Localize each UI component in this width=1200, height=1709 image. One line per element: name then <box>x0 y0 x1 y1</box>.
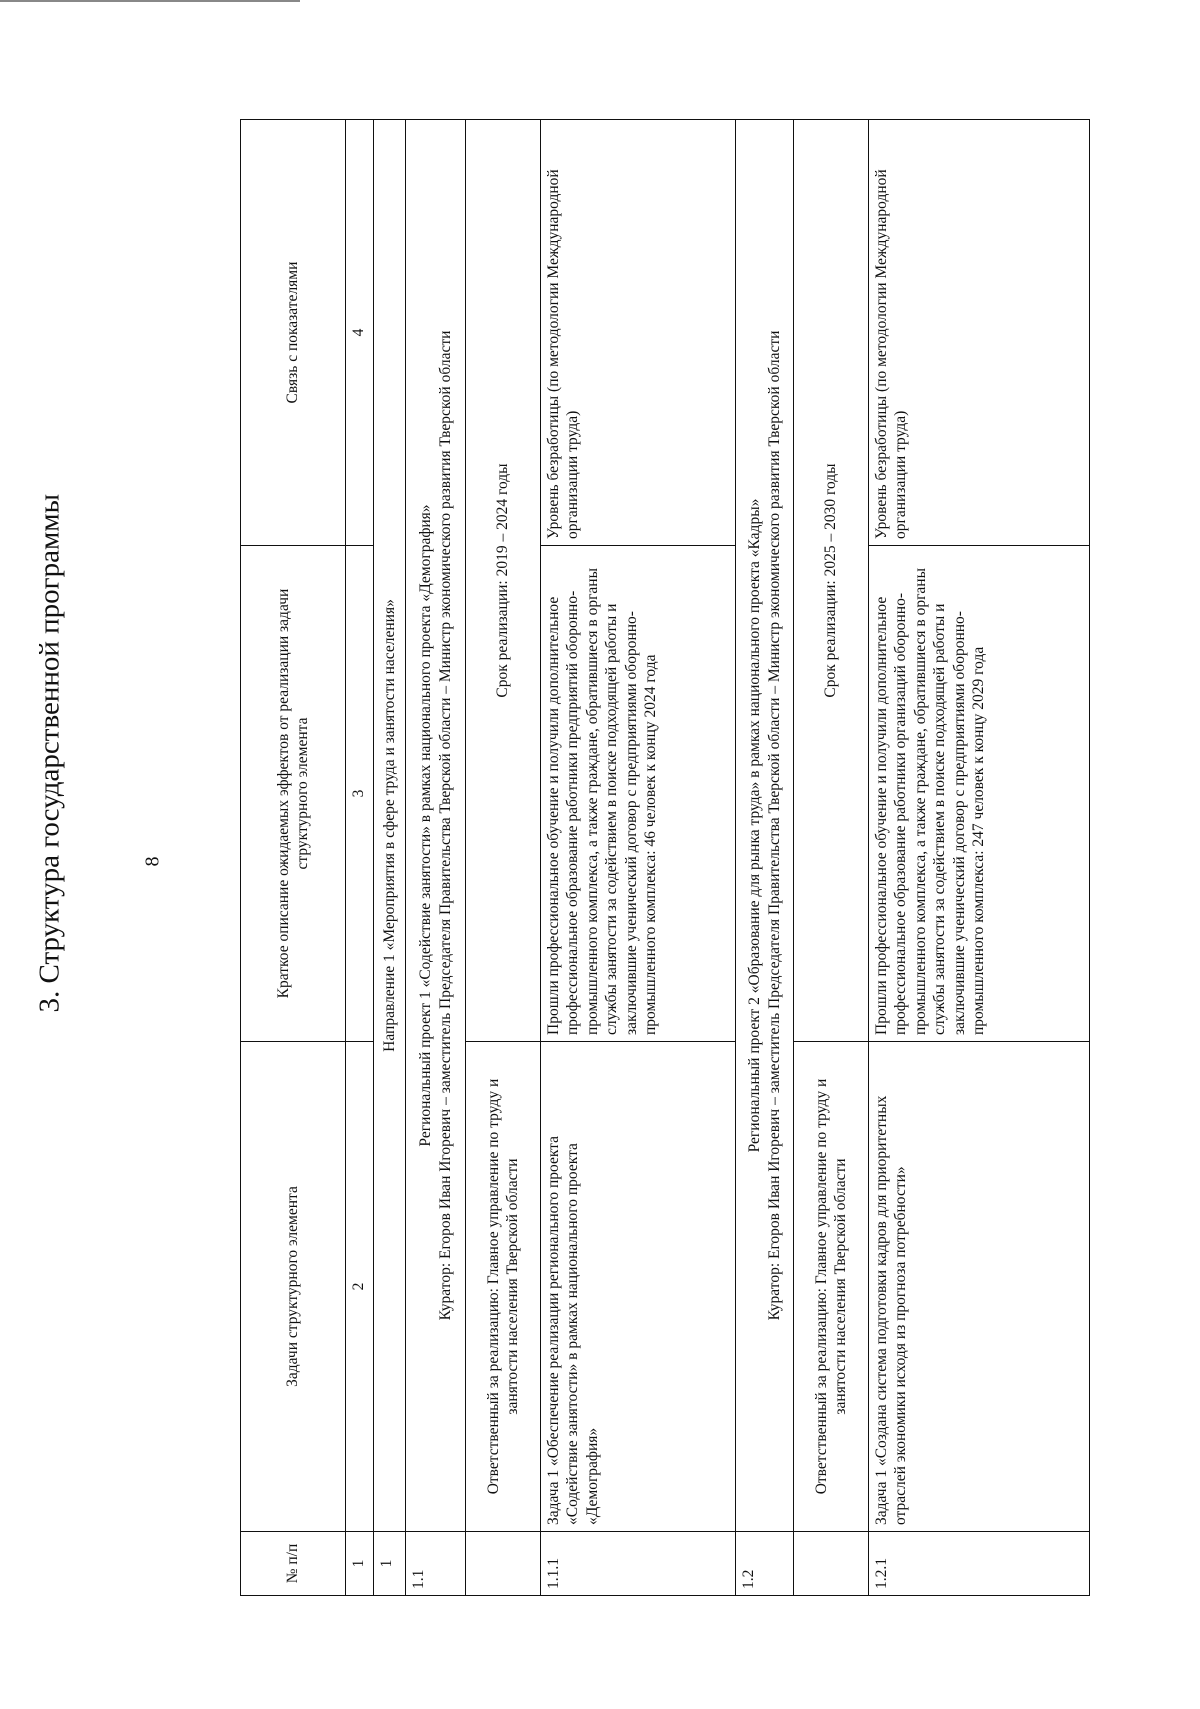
project2-responsible-row <box>794 120 869 1596</box>
column-number-row <box>346 120 374 1596</box>
header-row <box>241 120 346 1596</box>
direction-num: 1 <box>374 1532 406 1596</box>
empty-cell <box>794 1532 869 1596</box>
direction-title: Направление 1 «Мероприятия в сфере труда и занятости населения» <box>374 120 406 1532</box>
task-1-2-1-effect: Прошли профессиональное обучение и получили дополнительное профессиональное образование работники организаций оборонно-промышленного комплекса, а также граждане, обратившиеся в органы службы занятости за содействием в поиске подходящей работы и заключившие ученический договор с предприятиями оборонно-промышленного комплекса: 247 человек к концу 2029 года <box>869 546 1090 1042</box>
rotated-table-container <box>240 120 1090 1596</box>
task-1-2-1-num: 1.2.1 <box>869 1532 1090 1596</box>
header-indicators: Связь с показателями <box>241 120 346 546</box>
project2-title: Региональный проект 2 «Образование для рынка труда» в рамках национального проекта «Кадры» <box>746 498 764 1153</box>
task-1-1-1-name: Задача 1 «Обеспечение реализации регионального проекта «Содействие занятости» в рамках национального проекта «Демография» <box>541 1042 736 1532</box>
header-effects: Краткое описание ожидаемых эффектов от реализации задачи структурного элемента <box>241 546 346 1042</box>
project2-term: Срок реализации: 2025 – 2030 годы <box>794 120 869 1042</box>
project1-num: 1.1 <box>406 1532 466 1596</box>
project1-term: Срок реализации: 2019 – 2024 годы <box>466 120 541 1042</box>
project1-row <box>406 120 466 1596</box>
header-num: № п/п <box>241 1532 346 1596</box>
task-1-1-1-effect: Прошли профессиональное обучение и получили дополнительное профессиональное образование работники предприятий оборонно-промышленного комплекса, а также граждане, обратившиеся в органы службы занятости за содействием в поиске подходящей работы и заключившие ученический договор с предприятиями оборонно-промышленного комплекса: 46 человек к концу 2024 года <box>541 546 736 1042</box>
task-1-2-1-indicator: Уровень безработицы (по методологии Международной организации труда) <box>869 120 1090 546</box>
project1-responsible-row <box>466 120 541 1596</box>
colnum-1: 1 <box>346 1532 374 1596</box>
task-1-1-1-row <box>541 120 736 1596</box>
project2-row <box>736 120 794 1596</box>
header-tasks: Задачи структурного элемента <box>241 1042 346 1532</box>
direction-row <box>374 120 406 1596</box>
scan-artifact-line <box>0 0 300 2</box>
project2-num: 1.2 <box>736 1532 794 1596</box>
empty-cell <box>466 1532 541 1596</box>
project2-curator: Куратор: Егоров Иван Игоревич – заместитель Председателя Правительства Тверской области – Министр экономического развития Тверской области <box>765 330 783 1321</box>
task-1-1-1-indicator: Уровень безработицы (по методологии Международной организации труда) <box>541 120 736 546</box>
program-structure-table <box>240 119 1090 1596</box>
document-title: 3. Структура государственной программы <box>33 493 66 1013</box>
task-1-1-1-num: 1.1.1 <box>541 1532 736 1596</box>
project1-title: Региональный проект 1 «Содействие занятости» в рамках национального проекта «Демография» <box>417 504 435 1147</box>
project1-curator: Куратор: Егоров Иван Игоревич – заместитель Председателя Правительства Тверской области – Министр экономического развития Тверской области <box>436 330 454 1321</box>
project1-cell <box>406 120 466 1532</box>
project2-responsible: Ответственный за реализацию: Главное управление по труду и занятости населения Тверской области <box>794 1042 869 1532</box>
task-1-2-1-row <box>869 120 1090 1596</box>
colnum-3: 3 <box>346 546 374 1042</box>
project2-cell <box>736 120 794 1532</box>
colnum-2: 2 <box>346 1042 374 1532</box>
colnum-4: 4 <box>346 120 374 546</box>
task-1-2-1-name: Задача 1 «Создана система подготовки кадров для приоритетных отраслей экономики исходя из прогноза потребности» <box>869 1042 1090 1532</box>
project1-responsible: Ответственный за реализацию: Главное управление по труду и занятости населения Тверской области <box>466 1042 541 1532</box>
page-number: 8 <box>141 856 164 867</box>
